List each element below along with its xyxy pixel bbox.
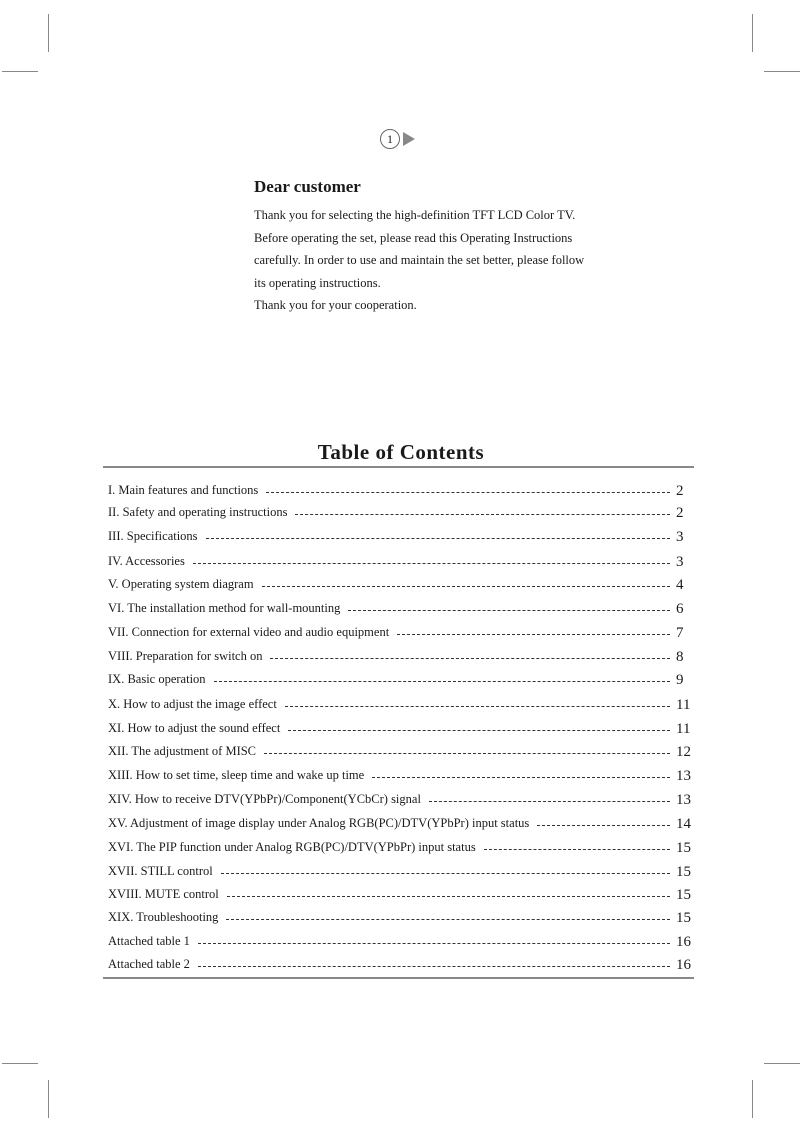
page-number: 1 (380, 129, 400, 149)
toc-entry[interactable] (108, 667, 694, 689)
toc-leader (214, 681, 670, 682)
toc-leader (484, 849, 670, 850)
toc-entry[interactable] (108, 763, 694, 785)
crop-mark-bottom-left-vertical (48, 1080, 49, 1118)
toc-entry-page: 11 (676, 697, 691, 713)
toc-entry[interactable] (108, 620, 694, 642)
crop-mark-bottom-right-horizontal (764, 1063, 800, 1064)
toc-title: Table of Contents (317, 440, 485, 464)
toc-leader (193, 563, 670, 564)
toc-leader (198, 943, 670, 944)
greeting-line: Thank you for selecting the high-definition TFT LCD Color TV. (254, 208, 576, 222)
toc-leader (226, 919, 670, 920)
toc-entry[interactable] (108, 882, 694, 904)
greeting-title: Dear customer (254, 177, 361, 196)
greeting-line: Before operating the set, please read this Operating Instructions (254, 230, 573, 245)
toc-entry[interactable] (108, 952, 694, 974)
toc-entry-label: IX. Basic operation (108, 672, 206, 686)
toc-entry[interactable] (108, 716, 694, 738)
toc-leader (270, 658, 670, 659)
toc-entry-page: 14 (676, 816, 691, 832)
toc-entry[interactable] (108, 905, 694, 927)
toc-entry[interactable] (108, 596, 694, 618)
toc-leader (264, 753, 670, 754)
toc-entry-page: 15 (676, 864, 691, 880)
toc-entry-page: 11 (676, 721, 691, 737)
toc-entry[interactable] (108, 644, 694, 666)
toc-entry[interactable] (108, 524, 694, 546)
toc-entry-page: 13 (676, 768, 691, 784)
toc-entry[interactable] (108, 811, 694, 833)
toc-entry[interactable] (108, 835, 694, 857)
play-arrow-icon (403, 132, 415, 146)
toc-entry-label: XI. How to adjust the sound effect (108, 721, 281, 735)
toc-leader (397, 634, 670, 635)
crop-mark-bottom-left-horizontal (2, 1063, 38, 1064)
toc-entry-label: XII. The adjustment of MISC (108, 744, 257, 758)
toc-entry[interactable] (108, 478, 694, 500)
toc-entry-page: 15 (676, 910, 691, 926)
toc-leader (262, 586, 670, 587)
toc-leader (348, 610, 670, 611)
toc-entry-page: 15 (676, 840, 691, 856)
toc-leader (221, 873, 670, 874)
toc-leader (227, 896, 670, 897)
toc-entry-label: V. Operating system diagram (108, 577, 254, 591)
toc-entry-label: XVIII. MUTE control (108, 887, 219, 901)
toc-leader (429, 801, 670, 802)
toc-entry-label: XIII. How to set time, sleep time and wake up time (108, 768, 365, 782)
toc-entry-label: VII. Connection for external video and audio equipment (108, 625, 390, 639)
toc-leader (537, 825, 670, 826)
crop-mark-top-left-vertical (48, 14, 49, 52)
toc-leader (295, 514, 670, 515)
toc-leader (372, 777, 670, 778)
toc-entry-label: II. Safety and operating instructions (108, 505, 288, 519)
toc-entry-label: XV. Adjustment of image display under Analog RGB(PC)/DTV(YPbPr) input status (108, 816, 530, 830)
toc-entry-label: Attached table 1 (108, 934, 190, 948)
toc-entry-label: X. How to adjust the image effect (108, 697, 277, 711)
toc-leader (198, 966, 670, 967)
toc-bottom-divider (103, 977, 694, 979)
toc-entry-page: 12 (676, 744, 691, 760)
toc-leader (285, 706, 670, 707)
toc-entry[interactable] (108, 692, 694, 714)
toc-leader (206, 538, 670, 539)
crop-mark-top-left-horizontal (2, 71, 38, 72)
crop-mark-top-right-horizontal (764, 71, 800, 72)
toc-entry-page: 2 (676, 505, 684, 521)
toc-entry[interactable] (108, 739, 694, 761)
toc-entry-label: VI. The installation method for wall-mounting (108, 601, 341, 615)
toc-leader (288, 730, 670, 731)
toc-entry-label: XVI. The PIP function under Analog RGB(PC)/DTV(YPbPr) input status (108, 840, 476, 854)
toc-entry-label: VIII. Preparation for switch on (108, 649, 263, 663)
greeting-line: Thank you for your cooperation. (254, 298, 417, 312)
toc-entry-label: Attached table 2 (108, 957, 190, 971)
toc-entry[interactable] (108, 500, 694, 522)
toc-entry-page: 3 (676, 554, 684, 570)
toc-entry[interactable] (108, 859, 694, 881)
toc-entry-label: XIV. How to receive DTV(YPbPr)/Component(YCbCr) signal (108, 792, 421, 806)
toc-entry-page: 4 (676, 577, 684, 593)
toc-entry-label: III. Specifications (108, 529, 198, 543)
page-marker (380, 128, 415, 150)
toc-entry-page: 15 (676, 887, 691, 903)
greeting-line: its operating instructions. (254, 275, 381, 290)
toc-entry[interactable] (108, 929, 694, 951)
toc-entry-page: 6 (676, 601, 684, 617)
toc-entry-page: 8 (676, 649, 684, 665)
toc-entry-page: 16 (676, 934, 691, 950)
greeting-line: carefully. In order to use and maintain the set better, please follow (254, 253, 585, 267)
toc-entry-label: XVII. STILL control (108, 864, 213, 878)
toc-entry-page: 7 (676, 625, 684, 641)
toc-top-divider (103, 466, 694, 468)
crop-mark-top-right-vertical (752, 14, 753, 52)
toc-entry[interactable] (108, 787, 694, 809)
toc-leader (266, 492, 670, 493)
toc-entry[interactable] (108, 572, 694, 594)
crop-mark-bottom-right-vertical (752, 1080, 753, 1118)
greeting-section (254, 176, 634, 317)
toc-entry-page: 16 (676, 957, 691, 973)
toc-entry-label: XIX. Troubleshooting (108, 910, 219, 924)
toc-entry-page: 13 (676, 792, 691, 808)
toc-entry-page: 2 (676, 483, 684, 499)
toc-entry-page: 9 (676, 672, 684, 688)
toc-entry-page: 3 (676, 529, 684, 545)
toc-entry-label: I. Main features and functions (108, 483, 259, 497)
toc-entry-label: IV. Accessories (108, 554, 185, 568)
toc-entry[interactable] (108, 549, 694, 571)
